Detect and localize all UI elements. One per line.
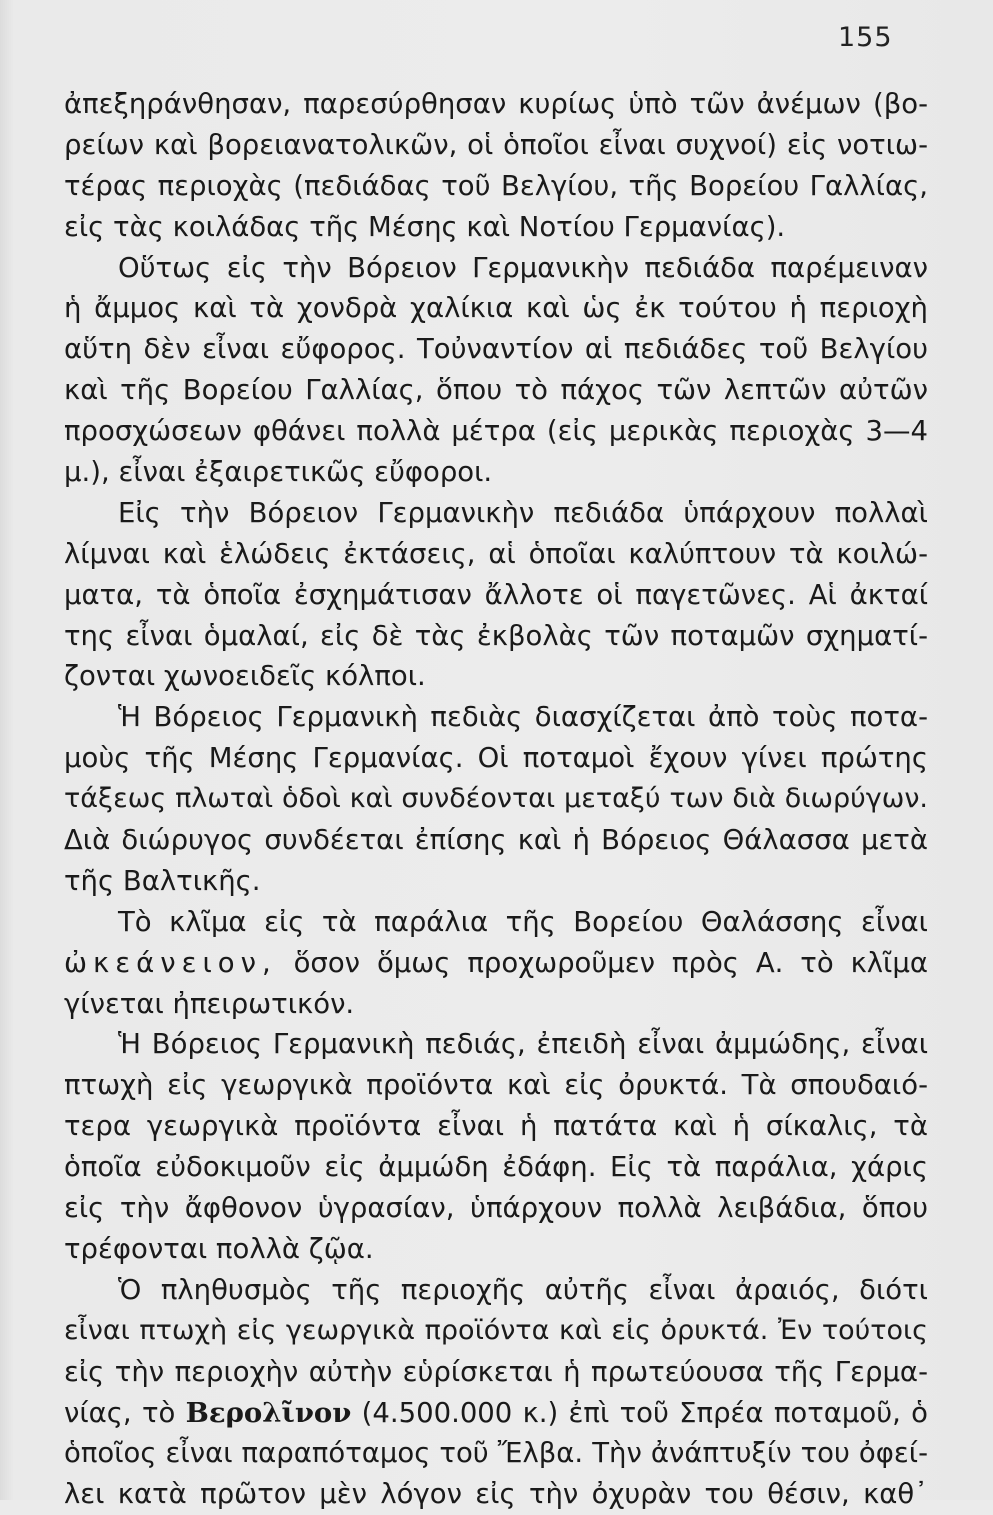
text-line: ἀπεξηράνθησαν, παρεσύρθησαν κυρίως ὑπὸ τῶν ἀνέμων (βο- <box>64 88 928 120</box>
text-line: εἶναι πτωχὴ εἰς γεωργικὰ προϊόντα καὶ εἰς ὀρυκτά. Ἐν τούτοις <box>64 1314 928 1346</box>
text-line: τῆς Βαλτικῆς. <box>64 864 261 897</box>
text-line: της εἶναι ὁμαλαί, εἰς δὲ τὰς ἐκβολὰς τῶν ποταμῶν σχηματί- <box>64 619 928 652</box>
text-line: πτωχὴ εἰς γεωργικὰ προϊόντα καὶ εἰς ὀρυκτά. Τὰ σπουδαιό- <box>64 1069 928 1102</box>
text-line: ὁποῖος εἶναι παραπόταμος τοῦ Ἔλβα. Τὴν ἀνάπτυξίν του ὀφεί- <box>64 1437 928 1470</box>
text-line <box>64 1393 928 1434</box>
text-line: Ἡ Βόρειος Γερμανικὴ πεδιάς, ἐπειδὴ εἶναι ἀμμώδης, εἶναι <box>118 1028 928 1061</box>
text-line: ματα, τὰ ὁποῖα ἐσχημάτισαν ἄλλοτε οἱ παγετῶνες. Αἱ ἀκταί <box>64 578 928 611</box>
text-fragment: ὅσον ὅμως προχωροῦμεν πρὸς Α. τὸ κλῖμα <box>276 946 928 979</box>
text-line: ὁποῖα εὐδοκιμοῦν εἰς ἀμμώδη ἐδάφη. Εἰς τὰ παράλια, χάρις <box>64 1151 928 1184</box>
text-line: λει κατὰ πρῶτον μὲν λόγον εἰς τὴν ὀχυρὰν του θέσιν, καθ᾿ <box>64 1478 928 1511</box>
bold-place-name: Βερολῖνον <box>185 1396 352 1429</box>
text-line: Εἰς τὴν Βόρειον Γερμανικὴν πεδιάδα ὑπάρχουν πολλαὶ <box>118 496 928 529</box>
text-line: τερα γεωργικὰ προϊόντα εἶναι ἡ πατάτα καὶ ἡ σίκαλις, τὰ <box>64 1110 928 1143</box>
text-line: εἰς τὰς κοιλάδας τῆς Μέσης καὶ Νοτίου Γερμανίας). <box>64 210 786 243</box>
text-line: μοὺς τῆς Μέσης Γερμανίας. Οἱ ποταμοὶ ἔχουν γίνει πρώτης <box>64 742 928 775</box>
text-line: μ.), εἶναι ἐξαιρετικῶς εὔφοροι. <box>64 456 493 489</box>
text-line: καὶ τῆς Βορείου Γαλλίας, ὅπου τὸ πάχος τῶν λεπτῶν αὐτῶν <box>64 374 928 407</box>
text-line: ἡ ἄμμος καὶ τὰ χονδρὰ χαλίκια καὶ ὡς ἐκ τούτου ἡ περιοχὴ <box>64 292 928 325</box>
text-line: προσχώσεων φθάνει πολλὰ μέτρα (εἰς μερικὰς περιοχὰς 3—4 <box>64 415 928 448</box>
text-line: τρέφονται πολλὰ ζῷα. <box>64 1232 374 1265</box>
page-number: 155 <box>838 22 893 53</box>
text-line: τάξεως πλωταὶ ὁδοὶ καὶ συνδέονται μεταξύ των διὰ διωρύγων. <box>64 783 928 815</box>
text-line: Ἡ Βόρειος Γερμανικὴ πεδιὰς διασχίζεται ἀπὸ τοὺς ποτα- <box>118 701 928 734</box>
text-line: ρείων καὶ βορειανατολικῶν, οἱ ὁποῖοι εἶναι συχνοί) εἰς νοτιω- <box>64 128 928 161</box>
text-line <box>64 943 928 984</box>
text-line: Οὕτως εἰς τὴν Βόρειον Γερμανικὴν πεδιάδα παρέμειναν <box>118 251 928 284</box>
text-line: λίμναι καὶ ἑλώδεις ἐκτάσεις, αἱ ὁποῖαι καλύπτουν τὰ κοιλώ- <box>64 537 928 570</box>
text-line: εἰς τὴν ἄφθονον ὑγρασίαν, ὑπάρχουν πολλὰ λειβάδια, ὅπου <box>64 1192 928 1225</box>
text-line: Ὁ πληθυσμὸς τῆς περιοχῆς αὐτῆς εἶναι ἀραιός, διότι <box>118 1273 928 1306</box>
spaced-word: ὠκεάνειον, <box>64 946 277 979</box>
text-line: εἰς τὴν περιοχὴν αὐτὴν εὑρίσκεται ἡ πρωτεύουσα τῆς Γερμα- <box>64 1355 928 1388</box>
text-line: τέρας περιοχὰς (πεδιάδας τοῦ Βελγίου, τῆς Βορείου Γαλλίας, <box>64 169 928 202</box>
text-line: αὕτη δὲν εἶναι εὔφορος. Τοὐναντίον αἱ πεδιάδες τοῦ Βελγίου <box>64 333 928 366</box>
text-line: ζονται χωνοειδεῖς κόλποι. <box>64 660 426 693</box>
text-fragment: νίας, τὸ <box>64 1396 186 1429</box>
text-line: γίνεται ἠπειρωτικόν. <box>64 987 355 1020</box>
body-text <box>64 84 928 1515</box>
text-line: Τὸ κλῖμα εἰς τὰ παράλια τῆς Βορείου Θαλάσσης εἶναι <box>118 905 928 938</box>
text-fragment: (4.500.000 κ.) ἐπὶ τοῦ Σπρέα ποταμοῦ, ὁ <box>351 1396 928 1429</box>
text-line: Διὰ διώρυγος συνδέεται ἐπίσης καὶ ἡ Βόρειος Θάλασσα μετὰ <box>64 824 928 857</box>
